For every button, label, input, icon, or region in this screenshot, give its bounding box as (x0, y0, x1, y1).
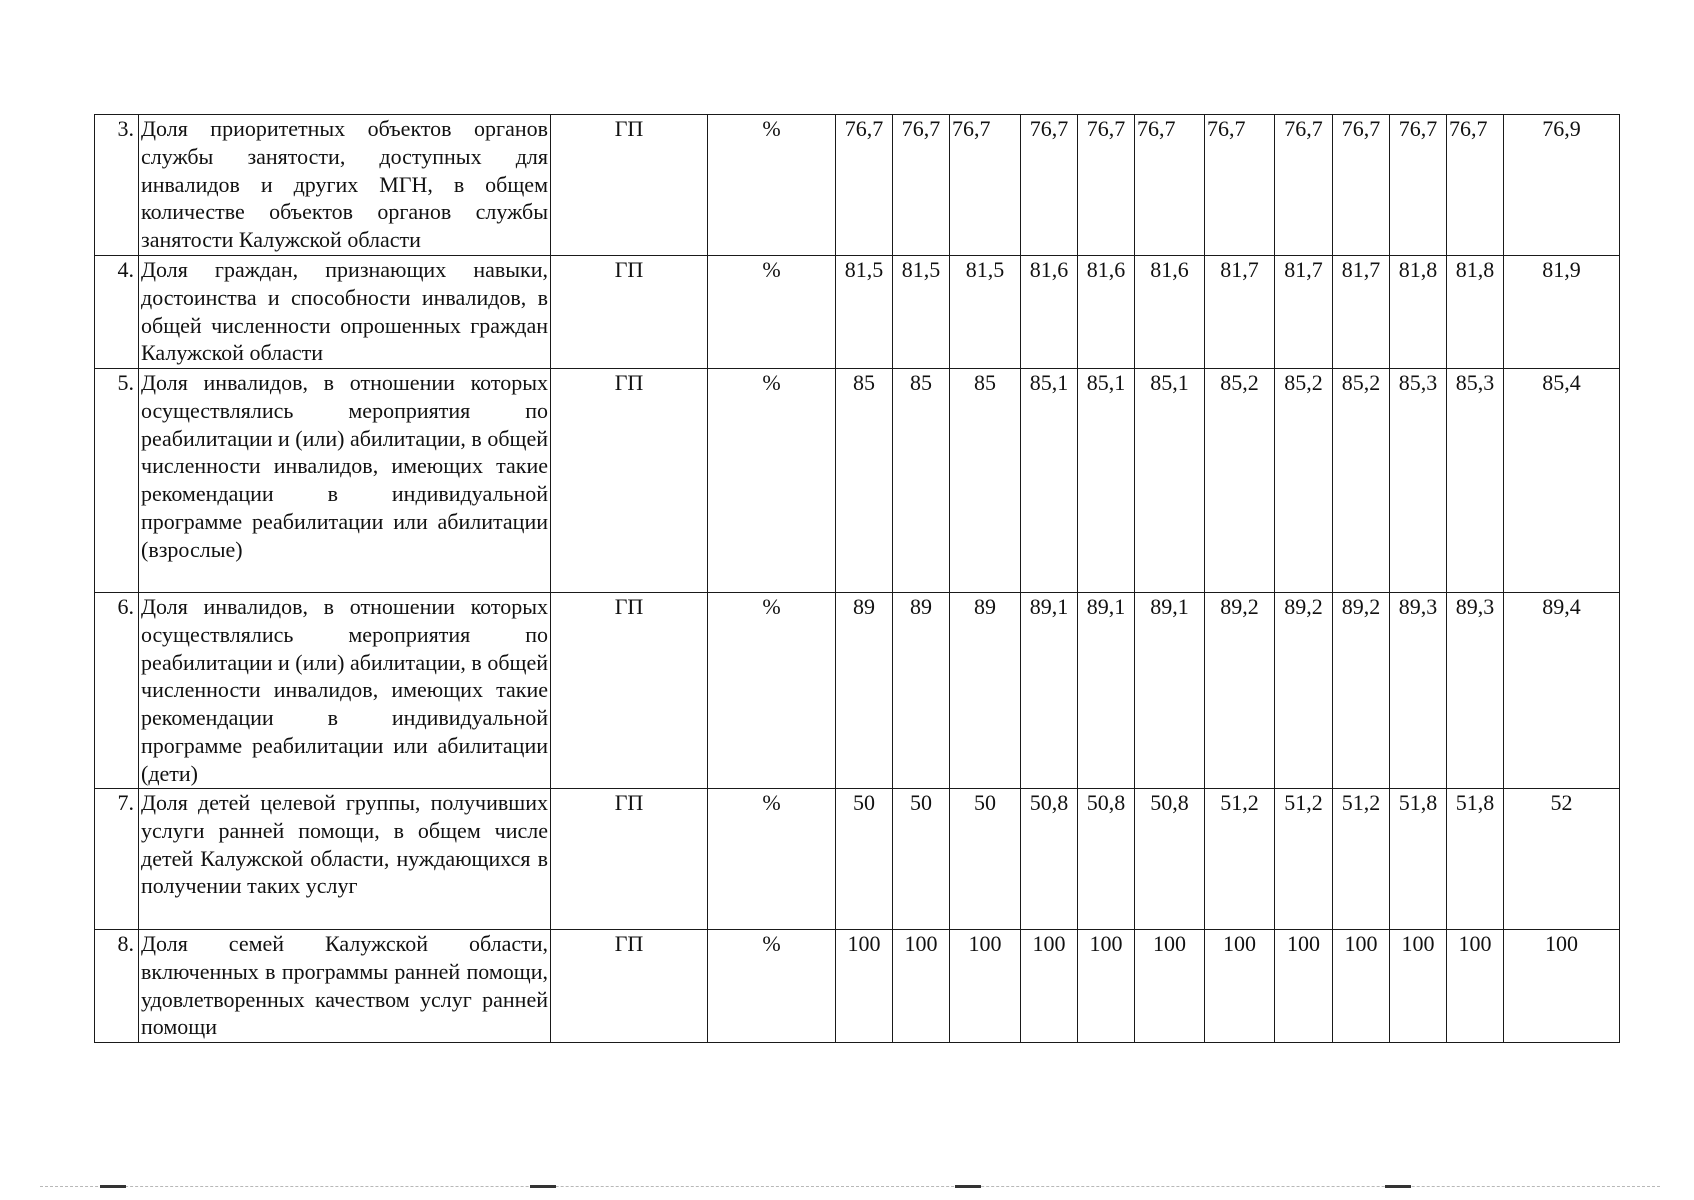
row-number: 4. (95, 256, 139, 369)
table-row (95, 115, 1620, 256)
indicator-name: Доля граждан, признающих навыки, достоинства и способности инвалидов, в общей численности опрошенных граждан Калужской области (139, 256, 551, 369)
value-cell: 81,5 (836, 256, 893, 369)
indicators-table (94, 114, 1620, 1043)
table-row (95, 369, 1620, 593)
source-cell: ГП (551, 369, 708, 593)
scan-artifact-line (40, 1186, 1660, 1191)
value-cell: 76,7 (1205, 115, 1275, 256)
value-cell: 89,1 (1135, 593, 1205, 789)
unit-cell: % (708, 256, 836, 369)
value-cell: 76,7 (950, 115, 1021, 256)
value-cell: 76,7 (1078, 115, 1135, 256)
value-cell: 81,5 (950, 256, 1021, 369)
table-row (95, 256, 1620, 369)
value-cell: 100 (1078, 930, 1135, 1043)
value-cell: 100 (1205, 930, 1275, 1043)
value-cell: 76,7 (1275, 115, 1333, 256)
value-cell: 85,2 (1333, 369, 1390, 593)
value-cell: 100 (1390, 930, 1447, 1043)
value-cell: 100 (1333, 930, 1390, 1043)
value-cell: 100 (1135, 930, 1205, 1043)
value-cell: 85,1 (1078, 369, 1135, 593)
source-cell: ГП (551, 593, 708, 789)
unit-cell: % (708, 789, 836, 930)
value-cell: 76,9 (1504, 115, 1620, 256)
row-number: 6. (95, 593, 139, 789)
value-cell: 100 (836, 930, 893, 1043)
value-cell: 81,9 (1504, 256, 1620, 369)
value-cell: 89,1 (1078, 593, 1135, 789)
value-cell: 85,1 (1135, 369, 1205, 593)
value-cell: 100 (1504, 930, 1620, 1043)
value-cell: 100 (1021, 930, 1078, 1043)
value-cell: 85,3 (1390, 369, 1447, 593)
table-row (95, 593, 1620, 789)
value-cell: 76,7 (1333, 115, 1390, 256)
unit-cell: % (708, 930, 836, 1043)
row-number: 3. (95, 115, 139, 256)
source-cell: ГП (551, 256, 708, 369)
unit-cell: % (708, 115, 836, 256)
indicator-name: Доля приоритетных объектов органов службы занятости, доступных для инвалидов и других МГН, в общем количестве объектов органов службы занятости Калужской области (139, 115, 551, 256)
indicator-name: Доля инвалидов, в отношении которых осуществлялись мероприятия по реабилитации и (или) абилитации, в общей численности инвалидов, имеющих такие рекомендации в индивидуальной программе реабилитации или абилитации (дети) (139, 593, 551, 789)
value-cell: 50,8 (1135, 789, 1205, 930)
value-cell: 50,8 (1021, 789, 1078, 930)
value-cell: 51,2 (1333, 789, 1390, 930)
value-cell: 85,4 (1504, 369, 1620, 593)
value-cell: 100 (1447, 930, 1504, 1043)
value-cell: 89 (950, 593, 1021, 789)
unit-cell: % (708, 369, 836, 593)
indicator-name: Доля детей целевой группы, получивших услуги ранней помощи, в общем числе детей Калужской области, нуждающихся в получении таких услуг (139, 789, 551, 930)
value-cell: 85,1 (1021, 369, 1078, 593)
unit-cell: % (708, 593, 836, 789)
value-cell: 100 (950, 930, 1021, 1043)
value-cell: 100 (893, 930, 950, 1043)
value-cell: 89,2 (1275, 593, 1333, 789)
row-number: 5. (95, 369, 139, 593)
value-cell: 81,7 (1333, 256, 1390, 369)
value-cell: 85,2 (1275, 369, 1333, 593)
value-cell: 51,2 (1205, 789, 1275, 930)
value-cell: 89 (893, 593, 950, 789)
value-cell: 89,1 (1021, 593, 1078, 789)
value-cell: 76,7 (1135, 115, 1205, 256)
value-cell: 85 (836, 369, 893, 593)
value-cell: 81,5 (893, 256, 950, 369)
source-cell: ГП (551, 930, 708, 1043)
value-cell: 81,6 (1135, 256, 1205, 369)
value-cell: 89,2 (1205, 593, 1275, 789)
table-row (95, 930, 1620, 1043)
value-cell: 100 (1275, 930, 1333, 1043)
source-cell: ГП (551, 789, 708, 930)
value-cell: 89 (836, 593, 893, 789)
indicator-name: Доля инвалидов, в отношении которых осуществлялись мероприятия по реабилитации и (или) абилитации, в общей численности инвалидов, имеющих такие рекомендации в индивидуальной программе реабилитации или абилитации (взрослые) (139, 369, 551, 593)
value-cell: 51,8 (1390, 789, 1447, 930)
value-cell: 76,7 (1447, 115, 1504, 256)
value-cell: 76,7 (1021, 115, 1078, 256)
value-cell: 81,6 (1078, 256, 1135, 369)
value-cell: 81,7 (1205, 256, 1275, 369)
source-cell: ГП (551, 115, 708, 256)
value-cell: 89,2 (1333, 593, 1390, 789)
value-cell: 50 (836, 789, 893, 930)
value-cell: 50 (950, 789, 1021, 930)
value-cell: 89,3 (1447, 593, 1504, 789)
scan-mark (530, 1185, 556, 1188)
scan-mark (955, 1185, 981, 1188)
value-cell: 85,2 (1205, 369, 1275, 593)
value-cell: 81,7 (1275, 256, 1333, 369)
value-cell: 51,2 (1275, 789, 1333, 930)
value-cell: 85,3 (1447, 369, 1504, 593)
value-cell: 81,6 (1021, 256, 1078, 369)
value-cell: 85 (950, 369, 1021, 593)
table-row (95, 789, 1620, 930)
value-cell: 50 (893, 789, 950, 930)
value-cell: 76,7 (893, 115, 950, 256)
scan-mark (100, 1185, 126, 1188)
value-cell: 81,8 (1390, 256, 1447, 369)
value-cell: 89,3 (1390, 593, 1447, 789)
row-number: 7. (95, 789, 139, 930)
document-page (94, 114, 1620, 1043)
row-number: 8. (95, 930, 139, 1043)
indicator-name: Доля семей Калужской области, включенных в программы ранней помощи, удовлетворенных качеством услуг ранней помощи (139, 930, 551, 1043)
value-cell: 52 (1504, 789, 1620, 930)
value-cell: 76,7 (1390, 115, 1447, 256)
scan-mark (1385, 1185, 1411, 1188)
value-cell: 76,7 (836, 115, 893, 256)
value-cell: 51,8 (1447, 789, 1504, 930)
value-cell: 89,4 (1504, 593, 1620, 789)
value-cell: 50,8 (1078, 789, 1135, 930)
value-cell: 85 (893, 369, 950, 593)
value-cell: 81,8 (1447, 256, 1504, 369)
